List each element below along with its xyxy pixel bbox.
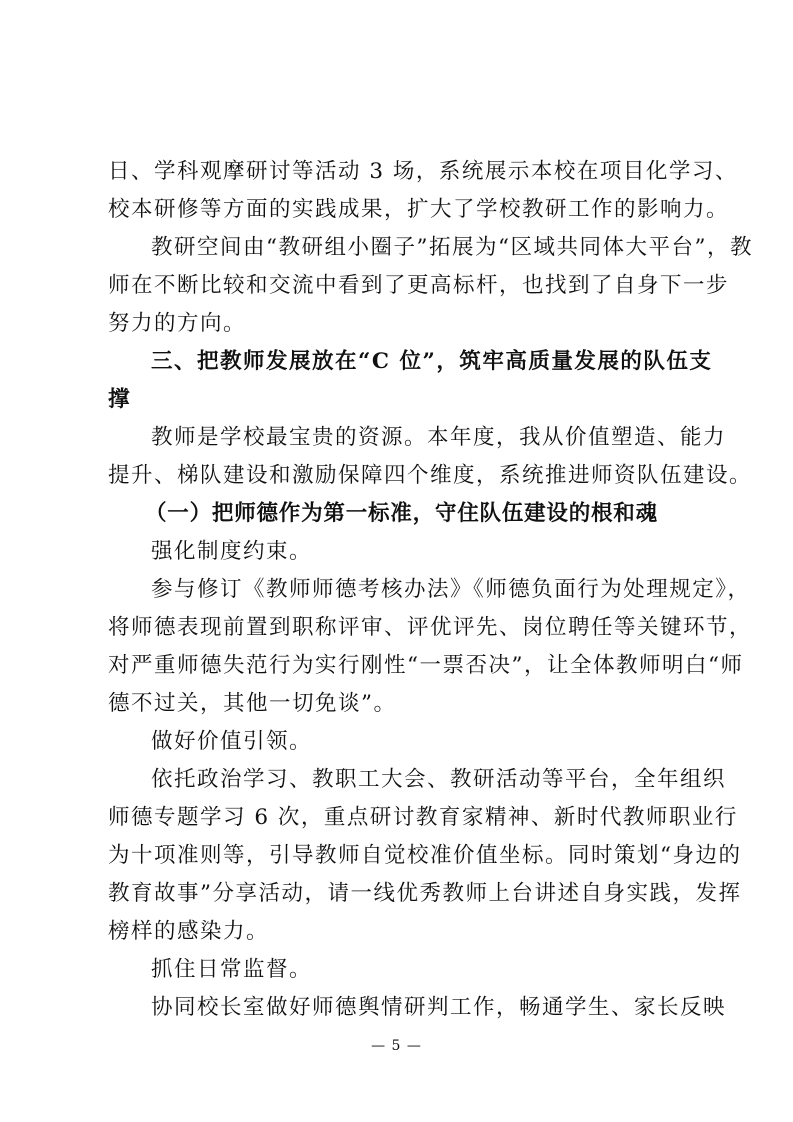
subsection-heading: （一）把师德作为第一标准，守住队伍建设的根和魂 [145, 501, 658, 526]
body-line: 教育故事”分享活动，请一线优秀教师上台讲述自身实践，发挥 [108, 881, 742, 906]
paragraph-start: 教师是学校最宝贵的资源。本年度，我从价值塑造、能力 [151, 425, 727, 450]
section-heading-cont: 撑 [108, 387, 132, 412]
paragraph-start: 抓住日常监督。 [151, 957, 313, 982]
body-line: 师德专题学习 6 次，重点研讨教育家精神、新时代教师职业行 [108, 805, 738, 830]
paragraph-start: 教研空间由“教研组小圈子”拓展为“区域共同体大平台”，教 [151, 235, 753, 260]
body-line: 师在不断比较和交流中看到了更高标杆，也找到了自身下一步 [108, 273, 730, 298]
body-line: 对严重师德失范行为实行刚性“一票否决”，让全体教师明白“师 [108, 653, 744, 678]
paragraph-start: 做好价值引领。 [151, 729, 313, 754]
body-line: 榜样的感染力。 [108, 919, 270, 944]
body-line: 努力的方向。 [108, 311, 247, 336]
page-number: — 5 — [371, 1038, 422, 1054]
body-line: 校本研修等方面的实践成果，扩大了学校教研工作的影响力。 [108, 197, 730, 222]
body-line: 将师德表现前置到职称评审、评优评先、岗位聘任等关键环节， [108, 615, 753, 640]
section-heading: 三、把教师发展放在“C 位”，筑牢高质量发展的队伍支 [151, 349, 713, 374]
body-line: 德不过关，其他一切免谈”。 [108, 691, 397, 716]
body-line: 提升、梯队建设和激励保障四个维度，系统推进师资队伍建设。 [108, 463, 753, 488]
body-line: 为十项准则等，引导教师自觉校准价值坐标。同时策划“身边的 [108, 843, 742, 868]
paragraph-start: 协同校长室做好师德舆情研判工作，畅通学生、家长反映 [151, 995, 727, 1020]
paragraph-start: 参与修订《教师师德考核办法》《师德负面行为处理规定》， [151, 577, 751, 602]
paragraph-start: 依托政治学习、教职工大会、教研活动等平台，全年组织 [151, 767, 727, 792]
paragraph-start: 强化制度约束。 [151, 539, 313, 564]
body-line: 日、学科观摩研讨等活动 3 场，系统展示本校在项目化学习、 [108, 159, 738, 184]
